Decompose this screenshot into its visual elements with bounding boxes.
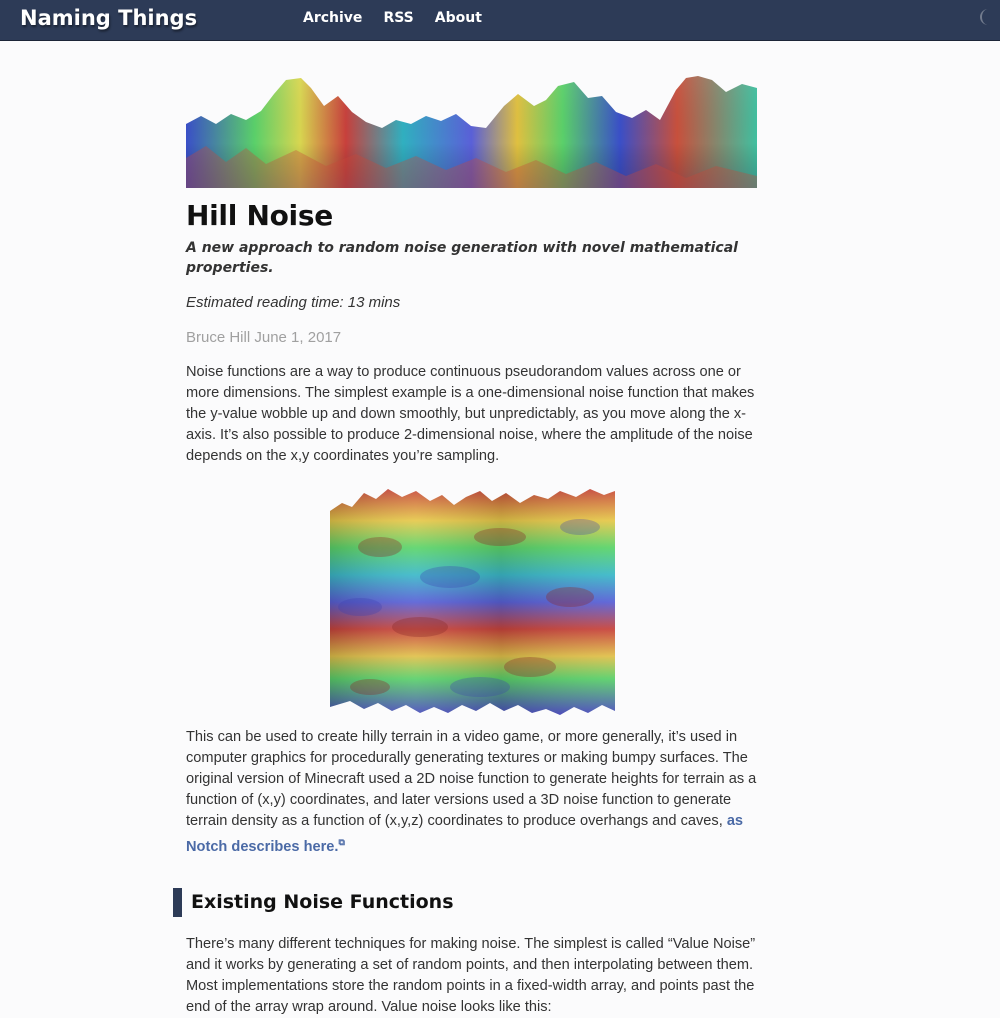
- minecraft-paragraph-text: This can be used to create hilly terrain in a video game, or more generally, it’s used in computer graphics for procedurally generating textures or making bumpy surfaces. The original version of Minecraft used a 2D noise function to generate heights for terrain as a function of (x,y) coordinates, and later versions used a 3D noise function to generate terrain density as a function of (x,y,z) coordinates to produce overhangs and caves,: [186, 729, 757, 829]
- top-navigation-bar: [0, 0, 1000, 41]
- nav-archive-link[interactable]: Archive: [303, 10, 363, 26]
- site-brand-link[interactable]: Naming Things: [20, 6, 198, 30]
- nav-rss-link[interactable]: RSS: [383, 10, 414, 26]
- section-title: Existing Noise Functions: [191, 890, 454, 913]
- article-subtitle: A new approach to random noise generation with novel mathematical properties.: [186, 240, 738, 276]
- terrain-figure: [186, 487, 757, 723]
- section-accent-bar: [173, 888, 182, 917]
- intro-paragraph: Noise functions are a way to produce continuous pseudorandom values across one or more dimensions. The simplest example is a one-dimensional noise function that makes the y-value wobble up and down smoothly, but unpredictably, as you move along the x-axis. It’s also possible to produce 2-dimensional noise, where the amplitude of the noise depends on the x,y coordinates you’re sampling.: [186, 364, 755, 464]
- terrain-2d-noise-image: [330, 487, 615, 717]
- value-noise-paragraph: There’s many different techniques for making noise. The simplest is called “Value Noise” and it works by generating a set of random points, and then interpolating between them. Most implementations store the random points in a fixed-width array, and points past the end of the array wrap around. Value noise looks like this:: [186, 935, 756, 1015]
- notch-link-label: as Notch describes here.: [186, 813, 744, 855]
- section-heading: [186, 888, 757, 918]
- external-link-icon: ⧉: [338, 837, 345, 847]
- terrain-banner-image: [186, 76, 757, 188]
- byline: Bruce Hill June 1, 2017: [186, 329, 342, 346]
- article: [186, 76, 757, 1018]
- article-title: Hill Noise: [186, 199, 333, 232]
- reading-time: Estimated reading time: 13 mins: [186, 294, 401, 311]
- nav-about-link[interactable]: About: [434, 10, 482, 26]
- main-nav: [303, 10, 503, 26]
- moon-icon[interactable]: [972, 6, 998, 28]
- minecraft-paragraph: [186, 727, 757, 858]
